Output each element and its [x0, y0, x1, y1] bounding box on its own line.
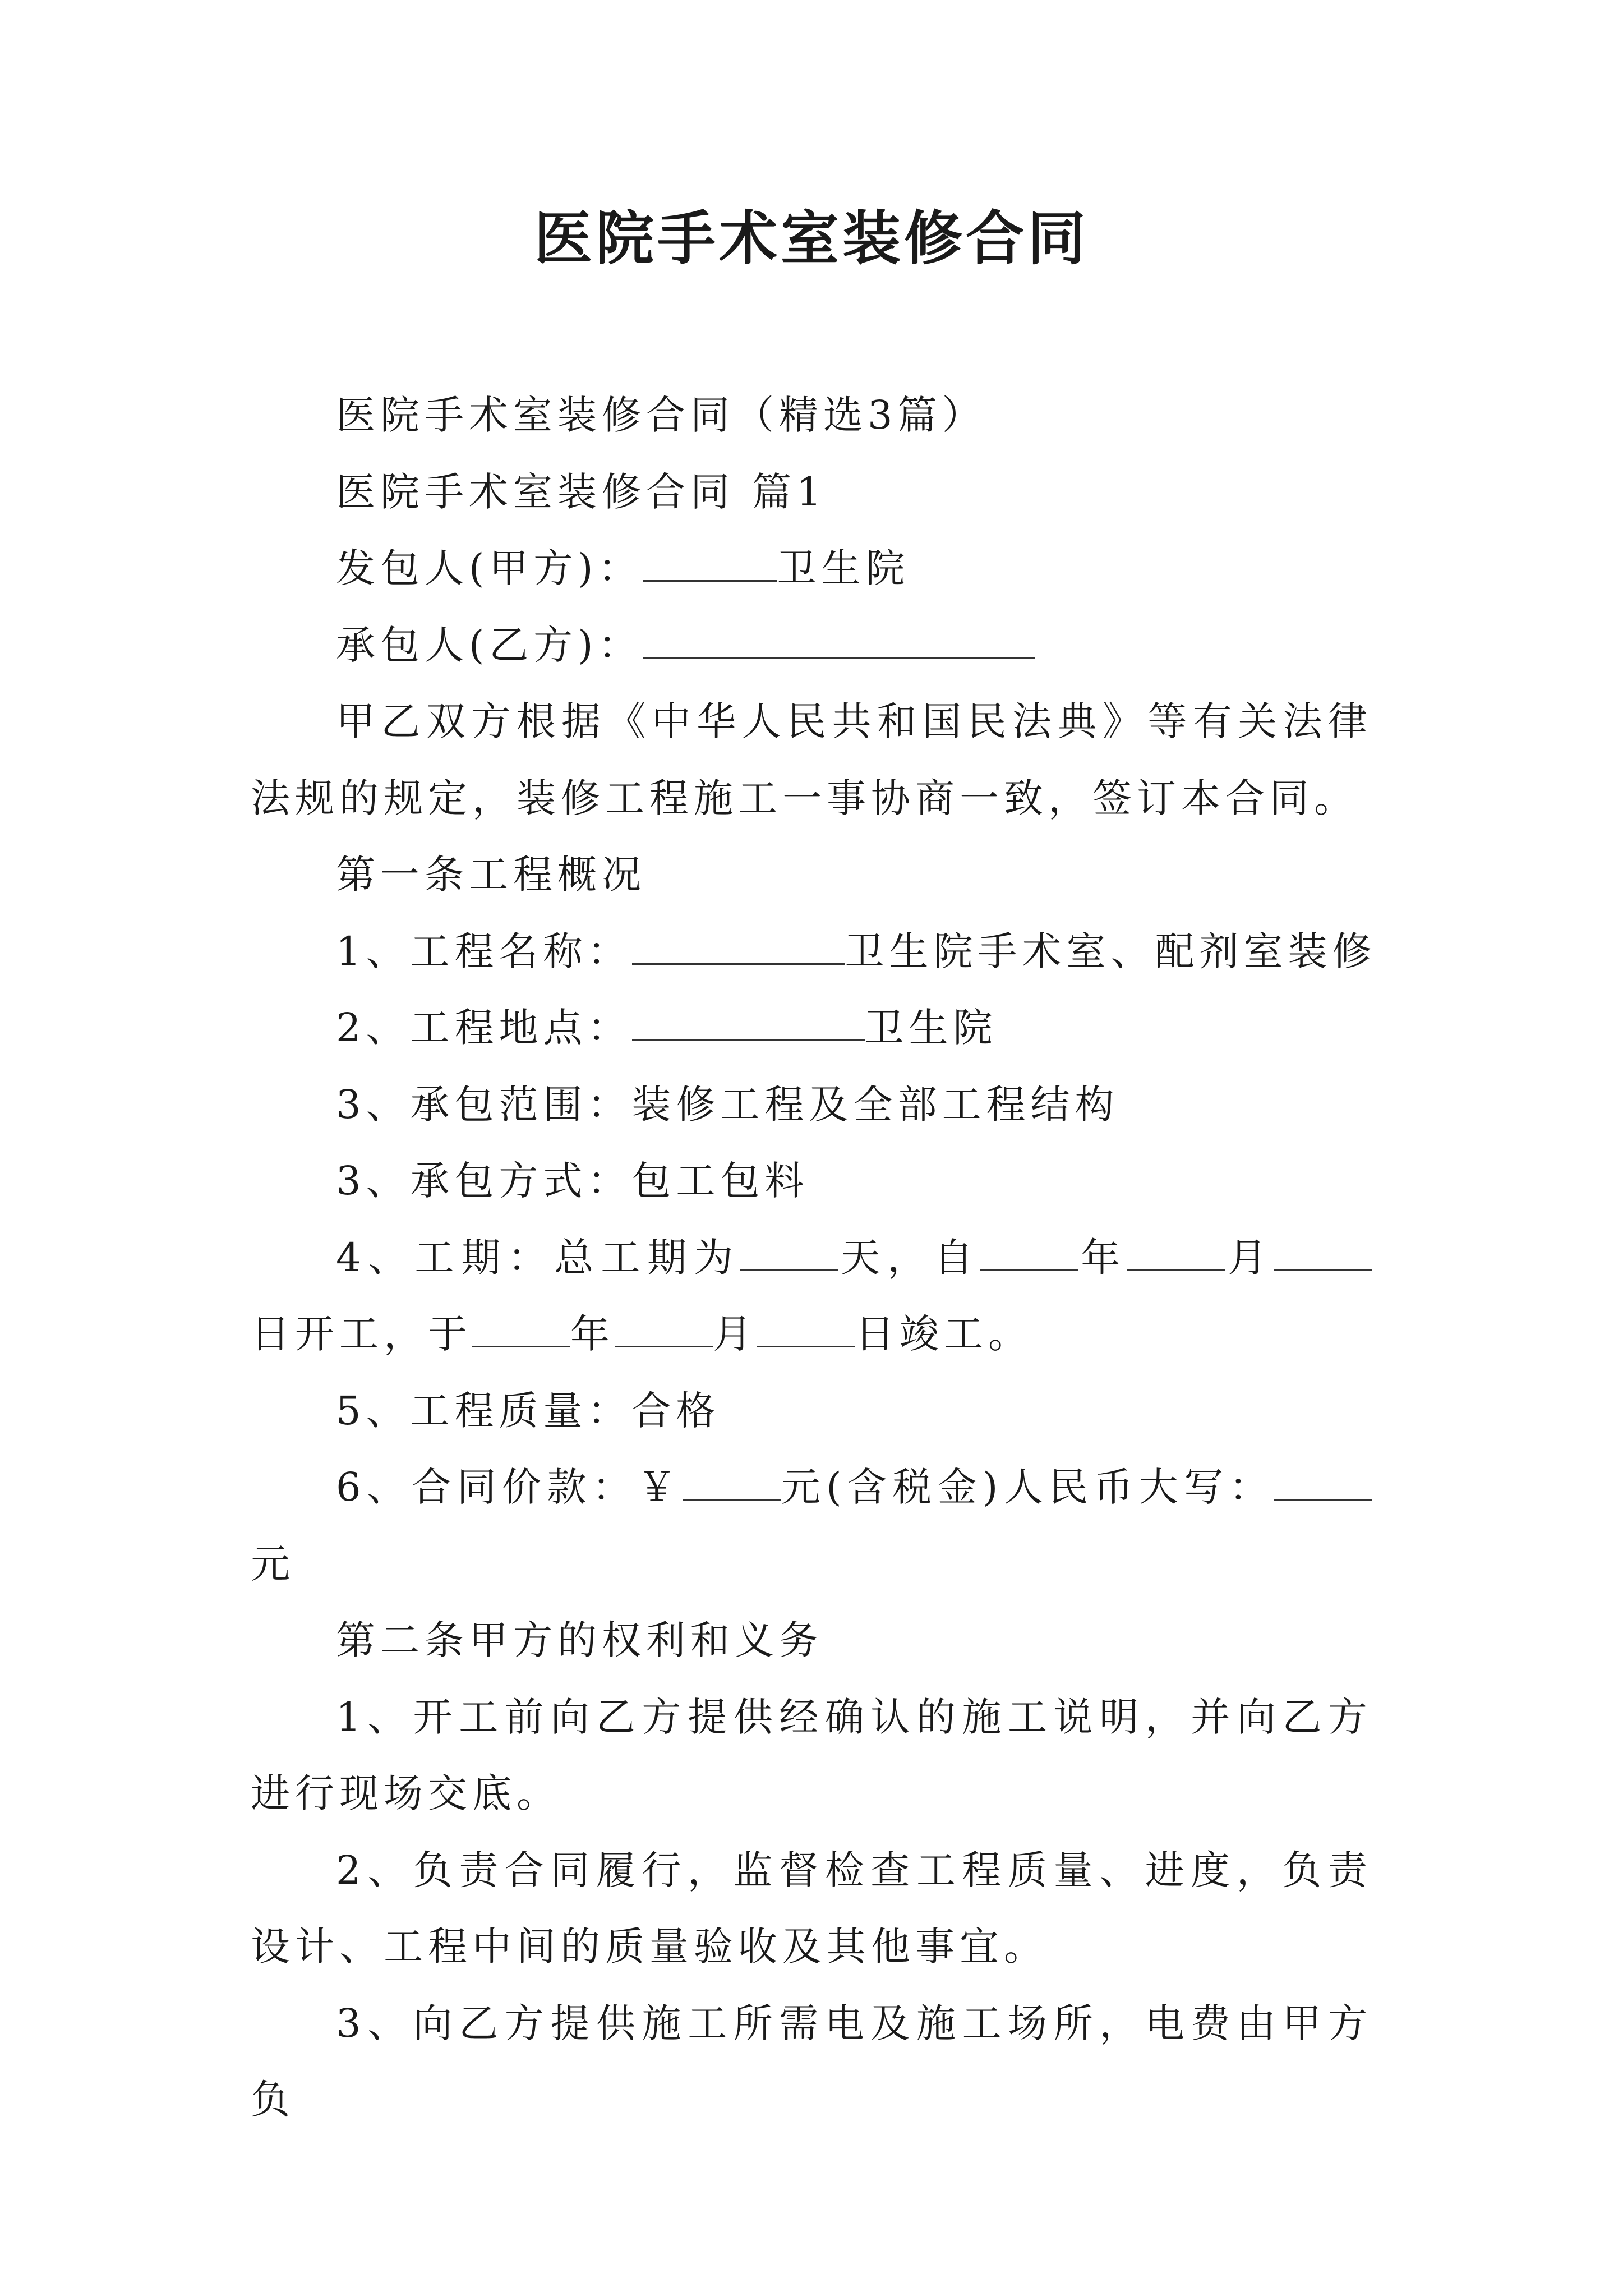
item1-blank [632, 926, 845, 965]
document-title: 医院手术室装修合同 [533, 204, 1089, 273]
document-body [251, 377, 1377, 2138]
item1-label: 1、工程名称： [336, 928, 632, 974]
item3-method: 3、承包方式：包工包料 [336, 1158, 809, 1204]
party-a-label: 发包人(甲方)： [336, 545, 643, 591]
item4-blank-days [740, 1232, 838, 1271]
item4-paragraph [251, 1220, 1372, 1373]
item4-blank-end-year [472, 1309, 570, 1348]
item4-text-8: 日竣工。 [855, 1311, 1032, 1357]
subtitle: 医院手术室装修合同（精选3篇） [336, 392, 986, 438]
item4-text-3: 年 [1078, 1234, 1128, 1281]
party-a-blank [643, 543, 777, 582]
a2-item1: 1、开工前向乙方提供经确认的施工说明，并向乙方进行现场交底。 [251, 1694, 1372, 1816]
a2-item3: 3、向乙方提供施工所需电及施工场所，电费由甲方负 [251, 2000, 1372, 2123]
item4-text-6: 年 [570, 1311, 615, 1357]
item4-blank-start-day [1274, 1232, 1372, 1271]
item4-text-4: 月 [1225, 1234, 1274, 1281]
item6-blank-uppercase [1274, 1462, 1372, 1501]
item6-blank-amount [683, 1462, 781, 1501]
item6-paragraph [251, 1449, 1372, 1602]
item6-text-1: 6、合同价款：￥ [336, 1464, 683, 1510]
party-a-suffix: 卫生院 [777, 545, 910, 591]
party-b-blank [643, 619, 1035, 659]
item4-text-2: 天，自 [838, 1234, 981, 1281]
item4-text-7: 月 [713, 1311, 757, 1357]
a2-item2: 2、负责合同履行，监督检查工程质量、进度，负责设计、工程中间的质量验收及其他事宜。 [251, 1847, 1372, 1970]
item4-blank-end-month [615, 1309, 713, 1348]
item1-value: 卫生院手术室、配剂室装修 [845, 928, 1377, 974]
item2-line [251, 990, 1372, 1066]
item1-line [251, 913, 1377, 990]
item3-scope: 3、承包范围：装修工程及全部工程结构 [336, 1081, 1119, 1128]
item4-blank-end-day [757, 1309, 855, 1348]
item4-text-5: 日开工，于 [251, 1311, 472, 1357]
party-b-label: 承包人(乙方)： [336, 622, 643, 668]
item6-text-3: 元 [251, 1540, 295, 1587]
part-heading: 医院手术室装修合同 篇1 [336, 468, 827, 515]
item2-value: 卫生院 [864, 1005, 998, 1051]
item4-blank-start-year [980, 1232, 1078, 1271]
party-b-line [251, 607, 1372, 684]
item5-line: 5、工程质量：合格 [336, 1387, 721, 1434]
item2-label: 2、工程地点： [336, 1005, 632, 1051]
party-a-line [251, 530, 1372, 607]
article2-heading: 第二条甲方的权利和义务 [336, 1617, 823, 1663]
intro-paragraph: 甲乙双方根据《中华人民共和国民法典》等有关法律法规的规定，装修工程施工一事协商一致，签订本合同。 [251, 698, 1372, 821]
item4-blank-start-month [1127, 1232, 1225, 1271]
item4-text-1: 4、工期：总工期为 [336, 1234, 741, 1281]
item6-text-2: 元(含税金)人民币大写： [780, 1464, 1274, 1510]
article1-heading: 第一条工程概况 [336, 852, 646, 898]
item2-blank [632, 1002, 865, 1042]
